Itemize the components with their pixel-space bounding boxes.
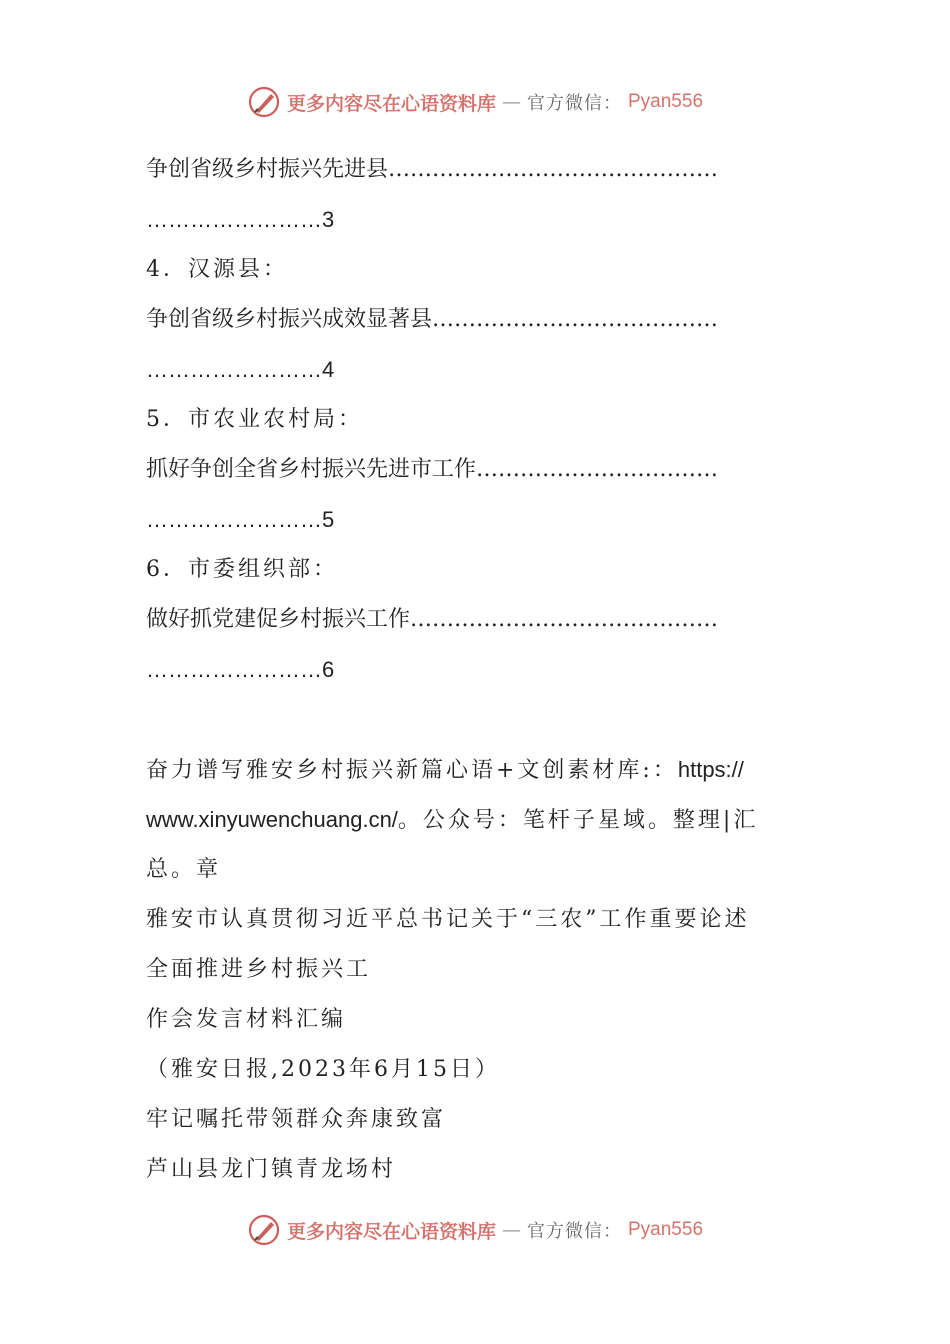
banner-wechat-label: 官方微信：	[527, 93, 622, 114]
source-citation: （雅安日报,2023年6月15日）	[146, 1057, 500, 1082]
section-subtitle: 牢记嘱托带领群众奔康致富	[146, 1107, 447, 1132]
banner-slogan: 更多内容尽在心语资料库	[286, 92, 496, 115]
toc-entry-5-title: 抓好争创全省乡村振兴先进市工作……………………………	[146, 457, 719, 482]
toc-entry-4-page: ……………………4	[146, 357, 335, 382]
toc-entry-6-heading: 6．市委组织部：	[146, 557, 338, 582]
intro-url-part-1[interactable]: https://	[677, 757, 744, 782]
spacer	[146, 695, 808, 745]
banner-wechat-id: Pyan556	[628, 1219, 704, 1240]
toc-entry-3-title: 争创省级乡村振兴先进县………………………………………	[146, 157, 719, 182]
toc-entry-5-page: ……………………5	[146, 507, 335, 532]
header-banner	[0, 82, 950, 122]
toc-entry-4-heading: 4．汉源县：	[146, 257, 288, 282]
intro-line-1	[146, 745, 808, 795]
intro-line-2	[146, 795, 808, 845]
document-title-line-2: 全面推进乡村振兴工	[146, 957, 372, 982]
document-title-line-3: 作会发言材料汇编	[146, 1007, 347, 1032]
intro-url-part-2[interactable]: www.xinyuwenchuang.cn/	[146, 807, 398, 832]
quill-logo-icon	[247, 1213, 281, 1247]
toc-entry-3-page: ……………………3	[146, 207, 335, 232]
document-title-line-1: 雅安市认真贯彻习近平总书记关于“三农”工作重要论述	[146, 907, 750, 932]
toc-entry-6-page: ……………………6	[146, 657, 335, 682]
footer-banner	[0, 1210, 950, 1250]
toc-entry-4-title: 争创省级乡村振兴成效显著县…………………………………	[146, 307, 719, 332]
quill-logo-icon	[247, 85, 281, 119]
speaker-name: 芦山县龙门镇青龙场村	[146, 1157, 397, 1182]
intro-wechat-text: 。公众号：笔杆子星域。整理|汇	[397, 808, 759, 833]
intro-text: 奋力谱写雅安乡村振兴新篇心语+文创素材库:：	[146, 758, 678, 783]
toc-entry-5-heading: 5．市农业农村局：	[146, 407, 363, 432]
banner-wechat-id: Pyan556	[628, 91, 704, 112]
banner-dash: —	[502, 91, 521, 113]
banner-wechat-label: 官方微信：	[527, 1221, 622, 1242]
toc-entry-6-title: 做好抓党建促乡村振兴工作……………………………………	[146, 607, 719, 632]
intro-line-3: 总。章	[146, 857, 222, 882]
banner-dash: —	[502, 1219, 521, 1241]
document-body	[146, 145, 808, 1195]
banner-slogan: 更多内容尽在心语资料库	[286, 1220, 496, 1243]
